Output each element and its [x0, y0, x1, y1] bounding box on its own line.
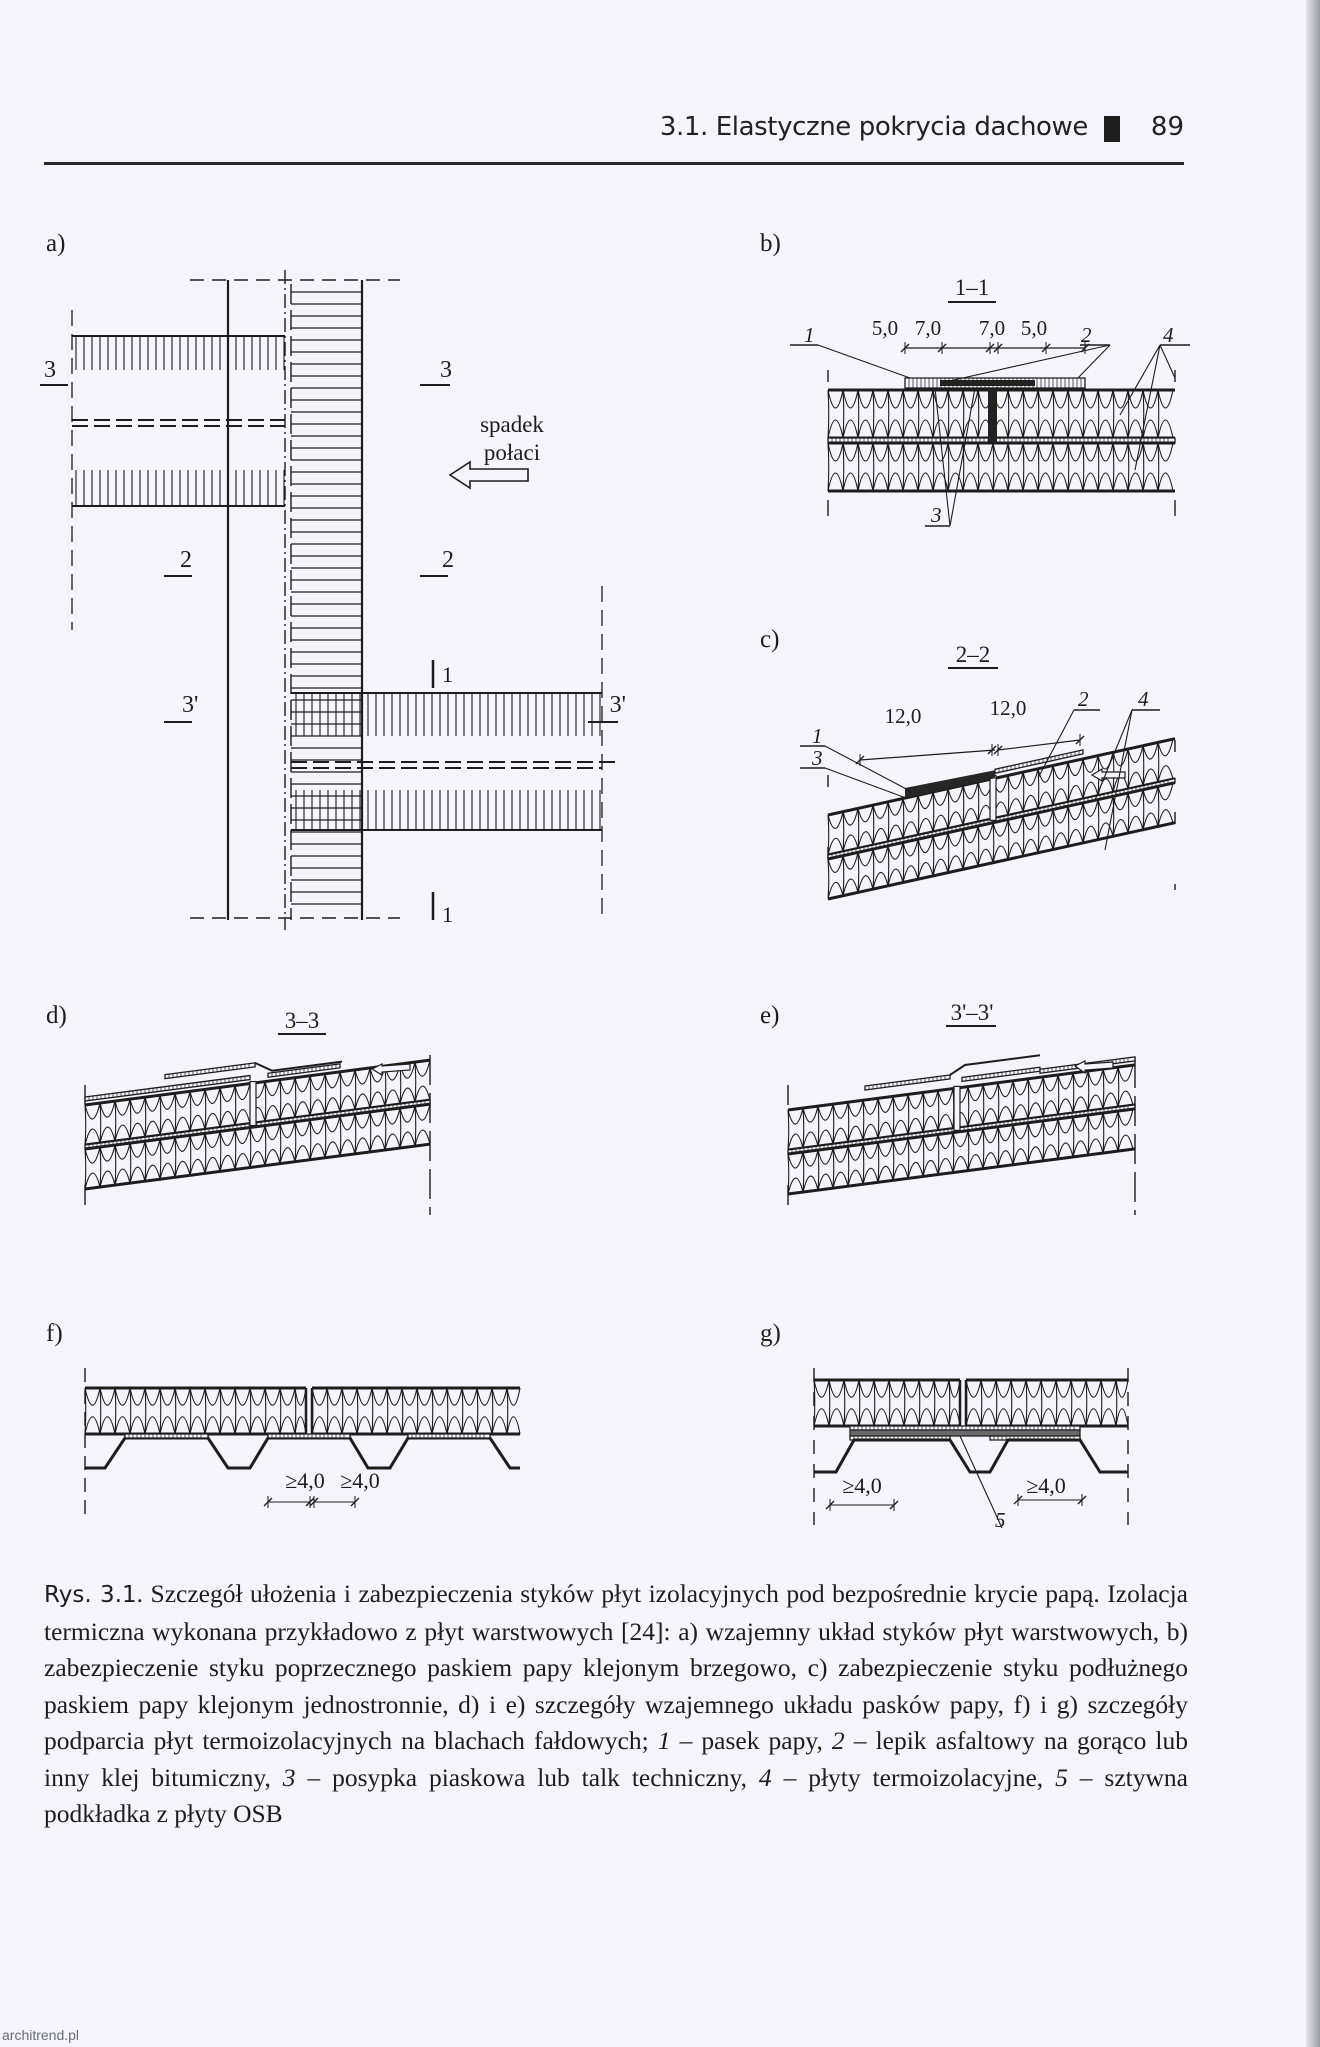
slope-arrow-icon: [450, 462, 528, 488]
callout-4: 4: [1138, 687, 1149, 711]
page-number: 89: [1150, 112, 1184, 142]
section-mark-3prime-right: 3': [609, 692, 626, 718]
section-title-1-1: 1–1: [954, 275, 990, 300]
joint-adhesive-fill: [988, 380, 997, 442]
trapezoidal-sheet: [85, 1438, 520, 1468]
joint-gap: [954, 1086, 960, 1130]
figure-e-label: e): [760, 1002, 780, 1029]
dim-7-0-right: 7,0: [978, 316, 1006, 340]
board-bottom-edge: [788, 1149, 1135, 1194]
osb-pad: [850, 1430, 1080, 1436]
adhesive-pad: [408, 1434, 490, 1438]
legend-number: 3: [282, 1762, 296, 1792]
insulation-pattern: [828, 443, 1173, 491]
caption-text: . Szczegół ułożenia i zabezpieczenia styków płyt izolacyjnych pod bezpośrednie krycie papą. Izolacja termiczna wykonana przykładowo z płyt warstwowych [24]: a) wzajemny układ styków płyt warstwowych, b) zabezpieczenie styku poprzecznego paskiem papy klejonym brzegowo, c) zabezpieczenie styku podłużnego paskiem papy klejonym jednostronnie, d) i e) szczegóły wzajemnego układu pasków papy, f) i g) szczegóły podparcia płyt termoizolacyjnych na blachach fałdowych;: [44, 1579, 1188, 1755]
section-title-2-2: 2–2: [955, 642, 991, 667]
leader-line: [818, 345, 910, 378]
figure-c-label: c): [760, 626, 780, 653]
figure-b-section: [780, 270, 1200, 530]
dimension-line: [998, 740, 1080, 750]
legend-number: 1: [657, 1726, 671, 1755]
slope-label-polaci: połaci: [483, 440, 541, 465]
section-mark-3-left: 3: [44, 357, 56, 383]
figure-d-label: d): [46, 1002, 67, 1029]
figure-caption: [44, 1576, 1188, 1833]
figure-e-section: [740, 990, 1200, 1220]
insulation-board-left: [814, 1380, 960, 1426]
bitumen-bond: [940, 380, 1035, 386]
insulation-boards: [790, 342, 1190, 526]
callout-2: 2: [1078, 687, 1089, 711]
caption-figure-number: Rys. 3.1: [44, 1582, 137, 1608]
leader-line: [950, 388, 975, 526]
felt-strip-lower: [865, 1075, 950, 1090]
figure-g-label: g): [760, 1320, 781, 1347]
dim-min-4-0-left: ≥4,0: [842, 1473, 882, 1498]
joint-gap: [990, 775, 996, 820]
legend-text: – sztywna podkładka z płyty OSB: [44, 1762, 1188, 1828]
section-title-3-3: 3–3: [284, 1008, 320, 1033]
insulation-pattern: [85, 1388, 306, 1434]
dim-min-4-0-right: ≥4,0: [340, 1468, 380, 1493]
dim-7-0-left: 7,0: [914, 316, 942, 340]
insulation-board-upper: [828, 390, 1175, 438]
section-mark-1-bottom: 1: [442, 902, 453, 927]
callout-3: 3: [812, 746, 823, 770]
insulation-pattern: [814, 1380, 960, 1426]
dim-min-4-0-left: ≥4,0: [285, 1468, 325, 1493]
insulation-board-right: [966, 1380, 1128, 1426]
board-bottom-edge: [85, 1144, 430, 1189]
strip-hatch: [169, 1064, 249, 1078]
insulation-board-lower: [85, 1104, 430, 1189]
legend-text: – pasek papy,: [670, 1726, 832, 1755]
slope-arrow-icon: [372, 1064, 410, 1075]
board-bottom-edge: [828, 823, 1175, 899]
callout-3: 3: [931, 503, 942, 527]
watermark: architrend.pl: [2, 2027, 80, 2043]
section-title: 3.1. Elastyczne pokrycia dachowe: [659, 112, 1088, 142]
legend-number: 5: [1055, 1762, 1068, 1792]
plan-linework: [72, 270, 616, 930]
leader-line: [1160, 345, 1175, 378]
figure-f-support: [40, 1360, 520, 1520]
board-top-edge: [85, 1104, 430, 1149]
slope-label-spadek: spadek: [480, 412, 544, 437]
header-rule: [44, 162, 1184, 165]
dim-5-0-right: 5,0: [1020, 316, 1048, 340]
adhesive-pad: [268, 1434, 350, 1438]
insulation-board-lower: [828, 443, 1175, 491]
book-spine-shadow: [1306, 0, 1320, 2047]
insulation-boards: [788, 1055, 1135, 1215]
dimension-line: [860, 750, 995, 760]
callout-1: 1: [804, 323, 815, 347]
section-title-3prime-3prime: 3'–3': [950, 1000, 994, 1025]
joint-gap: [250, 1082, 256, 1126]
board-top-edge: [788, 1109, 1135, 1154]
insulation-board-lower: [828, 783, 1175, 899]
figure-g-support: [790, 1360, 1190, 1530]
dim-5-0-left: 5,0: [871, 316, 899, 340]
insulation-boards: [85, 1055, 430, 1215]
dim-12-0-right: 12,0: [989, 696, 1027, 720]
insulation-board-left: [85, 1388, 306, 1434]
legend-text: – lepik asfaltowy na gorąco lub inny klej bitumiczny,: [44, 1726, 1188, 1792]
section-mark-3prime-left: 3': [182, 692, 199, 718]
figure-a-label: a): [46, 230, 66, 257]
insulation-on-osb-pad: [814, 1368, 1128, 1528]
running-header: [44, 108, 1184, 168]
figure-d-section: [40, 990, 480, 1220]
leader-line: [825, 746, 912, 792]
leader-line: [945, 345, 1110, 382]
dim-min-4-0-right: ≥4,0: [1026, 1473, 1066, 1498]
figure-a-plan: [40, 270, 626, 930]
section-mark-1-top: 1: [442, 662, 453, 687]
adhesive-pad: [125, 1434, 208, 1438]
dim-12-0-left: 12,0: [884, 704, 922, 728]
legend-number: 2: [831, 1726, 845, 1755]
legend-text: – płyty termoizolacyjne,: [771, 1762, 1056, 1792]
legend-text: – posypka piaskowa lub talk techniczny,: [295, 1762, 759, 1792]
insulation-pattern: [312, 1388, 520, 1434]
figure-c-section: [780, 640, 1200, 900]
callout-4: 4: [1163, 323, 1174, 347]
insulation-pattern: [828, 390, 1173, 438]
callout-1: 1: [812, 724, 823, 748]
insulation-pattern: [85, 1104, 430, 1189]
insulation-pattern: [828, 739, 1173, 855]
legend-number: 4: [758, 1762, 772, 1792]
insulation-boards: [800, 710, 1175, 899]
trapezoidal-sheet: [814, 1440, 1128, 1472]
insulation-board-lower: [788, 1109, 1135, 1194]
insulation-pattern: [966, 1380, 1128, 1426]
section-mark-2-right: 2: [442, 547, 454, 573]
figure-f-label: f): [46, 1320, 63, 1347]
figure-b-label: b): [760, 230, 781, 257]
insulation-board-right: [312, 1388, 520, 1434]
callout-2: 2: [1081, 323, 1092, 347]
insulation-pattern: [828, 783, 1173, 899]
header-square-marker: [1104, 116, 1120, 142]
bleed-through-decoration: [500, 228, 506, 256]
section-mark-3-right: 3: [440, 357, 452, 383]
strip-outline: [125, 1434, 208, 1438]
callout-5: 5: [995, 1508, 1006, 1532]
section-mark-2-left: 2: [180, 547, 192, 573]
